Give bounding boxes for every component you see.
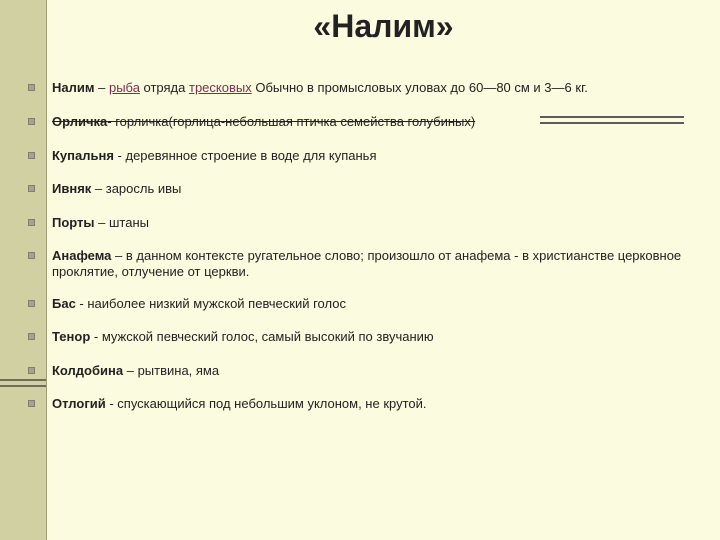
- term: Анафема: [52, 248, 112, 263]
- list-item-text: [52, 248, 688, 280]
- band-line: [0, 385, 46, 387]
- definition: – в данном контексте ругательное слово; произошло от анафема - в христианстве церковное проклятие, отлучение от церкви.: [52, 248, 682, 279]
- definition: - спускающийся под небольшим уклоном, не крутой.: [105, 396, 427, 411]
- definition: - деревянное строение в воде для купанья: [113, 148, 377, 163]
- square-bullet-icon: [28, 300, 35, 307]
- term: Отлогий: [52, 396, 106, 411]
- term: Колдобина: [52, 363, 124, 378]
- list-item-text: [52, 114, 688, 130]
- list-item-text: [52, 329, 688, 345]
- definition: Обычно в промысловых уловах до 60—80 см и 3—6 кг.: [251, 80, 588, 95]
- square-bullet-icon: [28, 84, 35, 91]
- square-bullet-icon: [28, 252, 35, 259]
- definition: - мужской певческий голос, самый высокий по звучанию: [90, 329, 434, 344]
- square-bullet-icon: [28, 400, 35, 407]
- list-item-text: [52, 148, 688, 164]
- list-item-text: [52, 181, 688, 197]
- term: Порты: [52, 215, 95, 230]
- term: Налим: [52, 80, 95, 95]
- list-item-text: [52, 296, 688, 312]
- slide-title: «Налим»: [313, 8, 454, 44]
- list-item-text: [52, 215, 688, 231]
- definition: – штаны: [94, 215, 149, 230]
- term: Ивняк: [52, 181, 92, 196]
- square-bullet-icon: [28, 185, 35, 192]
- square-bullet-icon: [28, 367, 35, 374]
- left-decorative-band: [0, 0, 46, 540]
- definition: - горличка(горлица-небольшая птичка семейства голубиных): [107, 114, 476, 129]
- term: Купальня: [52, 148, 114, 163]
- separator: –: [94, 80, 109, 95]
- square-bullet-icon: [28, 333, 35, 340]
- definition: – заросль ивы: [91, 181, 182, 196]
- band-line: [0, 379, 46, 381]
- link-cod-family[interactable]: тресковых: [188, 80, 252, 95]
- link-fish[interactable]: рыба: [108, 80, 140, 95]
- definition: – рытвина, яма: [123, 363, 220, 378]
- square-bullet-icon: [28, 118, 35, 125]
- definition-part: отряда: [139, 80, 189, 95]
- term: Орличка: [52, 114, 108, 129]
- left-divider: [46, 0, 47, 540]
- list-item-text: [52, 80, 688, 96]
- term: Бас: [52, 296, 76, 311]
- list-item-text: [52, 396, 688, 412]
- definition: - наиболее низкий мужской певческий голос: [75, 296, 346, 311]
- term: Тенор: [52, 329, 91, 344]
- square-bullet-icon: [28, 219, 35, 226]
- list-item-text: [52, 363, 688, 379]
- square-bullet-icon: [28, 152, 35, 159]
